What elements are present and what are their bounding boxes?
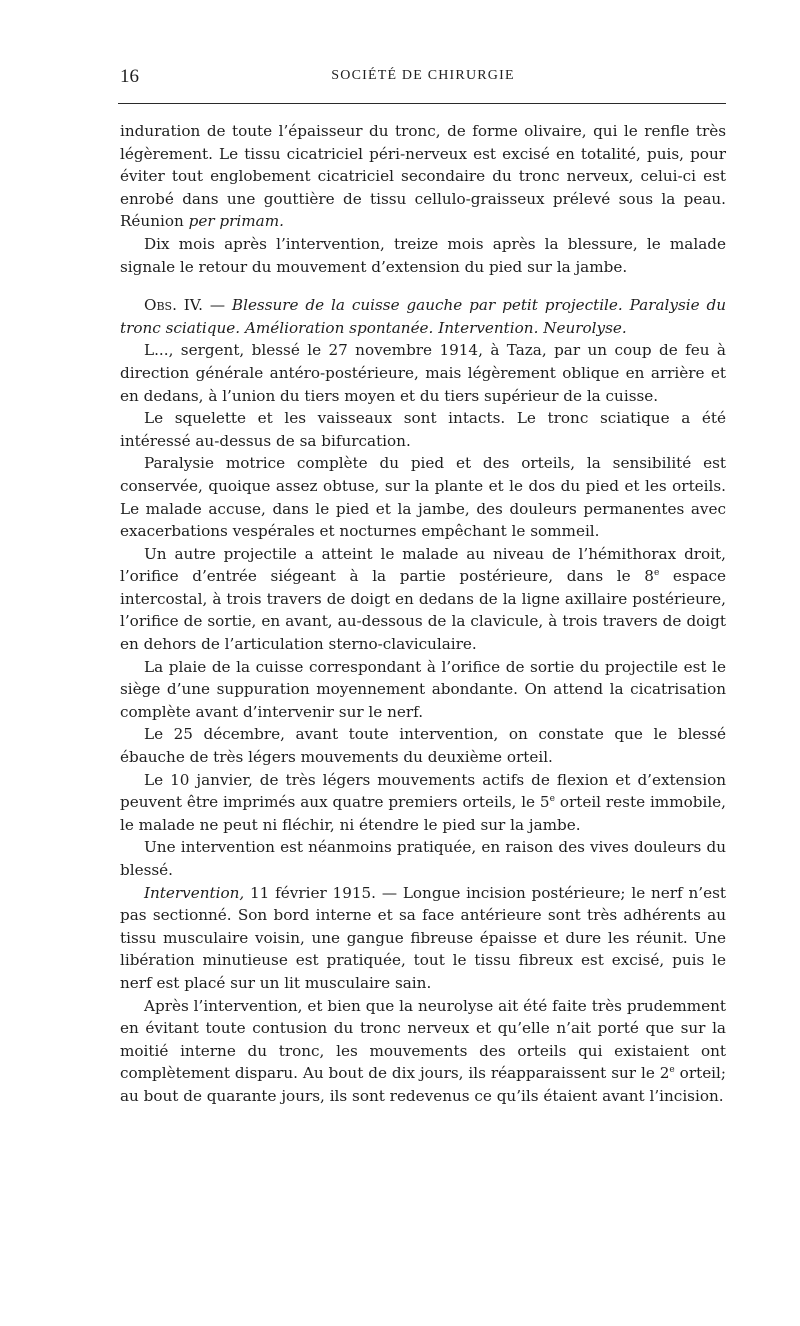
intervention-label: Intervention, (144, 883, 245, 902)
observation-heading (120, 294, 726, 339)
paragraph-text: induration de toute l’épaisseur du tronc, de forme olivaire, qui le renfle très légèrement. Le tissu cicatriciel péri-nerveux est excisé en totalité, puis, pour éviter tout englobement cicatriciel secondaire du tronc nerveux, celui-ci est enrobé dans une gouttière de tissu cellulo-graisseux prélevé sous la peau. Réunion (120, 122, 726, 231)
page-number: 16 (120, 66, 139, 87)
paragraph-text: orteil; au bout de quarante jours, ils sont redevenus ce qu’ils étaient avant l’incision. (120, 1064, 727, 1105)
paragraph-continuation (120, 120, 726, 233)
paragraph-skeleton (120, 407, 726, 452)
paragraph-text: Le squelette et les vaisseaux sont intacts. Le tronc sciatique a été intéressé au-dessus de sa bifurcation. (120, 409, 726, 450)
running-head: SOCIÉTÉ DE CHIRURGIE (331, 68, 515, 83)
paragraph-decision (120, 836, 726, 881)
paragraph-result (120, 995, 726, 1108)
superscript: e (549, 794, 555, 805)
paragraph-second-projectile (120, 543, 726, 656)
paragraph-december (120, 723, 726, 768)
paragraph-wound (120, 656, 726, 724)
paragraph-text: Le 10 janvier, de très légers mouvements actifs de flexion et d’extension peuvent être imprimés aux quatre premiers orteils, le 5 (120, 770, 726, 812)
observation-title: Blessure de la cuisse gauche par petit projectile. Paralysie du tronc sciatique. Amélioration spontanée. Intervention. Neurolyse. (120, 296, 727, 337)
observation-label: Obs. IV. (144, 296, 203, 315)
latin-phrase: per primam. (188, 212, 284, 231)
header-rule (118, 103, 726, 104)
observation-dash: — (202, 296, 232, 315)
body-text (120, 120, 726, 1108)
paragraph-text: espace intercostal, à trois travers de doigt en dedans de la ligne axillaire postérieure, l’orifice de sortie, en avant, au-dessous de la clavicule, à trois travers de doigt en dehors de l’articulation sterno-claviculaire. (120, 567, 726, 654)
paragraph-paralysis (120, 452, 726, 542)
paragraph-january (120, 769, 726, 837)
paragraph-text: Le 25 décembre, avant toute intervention, on constate que le blessé ébauche de très légers mouvements du deuxième orteil. (120, 725, 726, 767)
paragraph-case-history (120, 339, 726, 407)
paragraph-text: Après l’intervention, et bien que la neurolyse ait été faite très prudemment en évitant toute contusion du tronc nerveux et qu’elle n’ait porté que sur la moitié interne du tronc, les mouvements des orteils qui existaient ont complètement disparu. Au bout de dix jours, ils réapparaissent sur le 2 (120, 996, 726, 1083)
paragraph-text: L..., sergent, blessé le 27 novembre 1914, à Taza, par un coup de feu à direction générale antéro-postérieure, mais légèrement oblique en arrière et en dedans, à l’union du tiers moyen et du tiers supérieur de la cuisse. (120, 341, 726, 405)
paragraph-text: 11 février 1915. — Longue incision postérieure; le nerf n’est pas sectionné. Son bord interne et sa face antérieure sont très adhérents au tissu musculaire voisin, une gangue fibreuse épaisse et dure les réunit. Une libération minutieuse est pratiquée, tout le tissu fibreux est excisé, puis le nerf est placé sur un lit musculaire sain. (120, 883, 726, 992)
paragraph-outcome (120, 233, 726, 278)
paragraph-text: Une intervention est néanmoins pratiquée, en raison des vives douleurs du blessé. (120, 838, 726, 879)
paragraph-text: Paralysie motrice complète du pied et des orteils, la sensibilité est conservée, quoique assez obtuse, sur la plante et le dos du pied et les orteils. Le malade accuse, dans le pied et la jambe, des douleurs permanentes avec exacerbations vespérales et nocturnes empêchant le sommeil. (120, 454, 726, 541)
paragraph-text: La plaie de la cuisse correspondant à l’orifice de sortie du projectile est le siège d’une suppuration moyennement abondante. On attend la cicatrisation complète avant d’intervenir sur le nerf. (120, 657, 726, 721)
paragraph-text: orteil reste immobile, le malade ne peut ni fléchir, ni étendre le pied sur la jambe. (120, 793, 727, 834)
page-header (120, 66, 726, 92)
paragraph-text: Dix mois après l’intervention, treize mois après la blessure, le malade signale le retour du mouvement d’extension du pied sur la jambe. (120, 234, 726, 276)
superscript: e (653, 568, 660, 579)
superscript: e (669, 1065, 675, 1076)
paragraph-intervention (120, 882, 726, 995)
paragraph-text: Un autre projectile a atteint le malade au niveau de l’hémithorax droit, l’orifice d’entrée siégeant à la partie postérieure, dans le 8 (120, 544, 726, 586)
